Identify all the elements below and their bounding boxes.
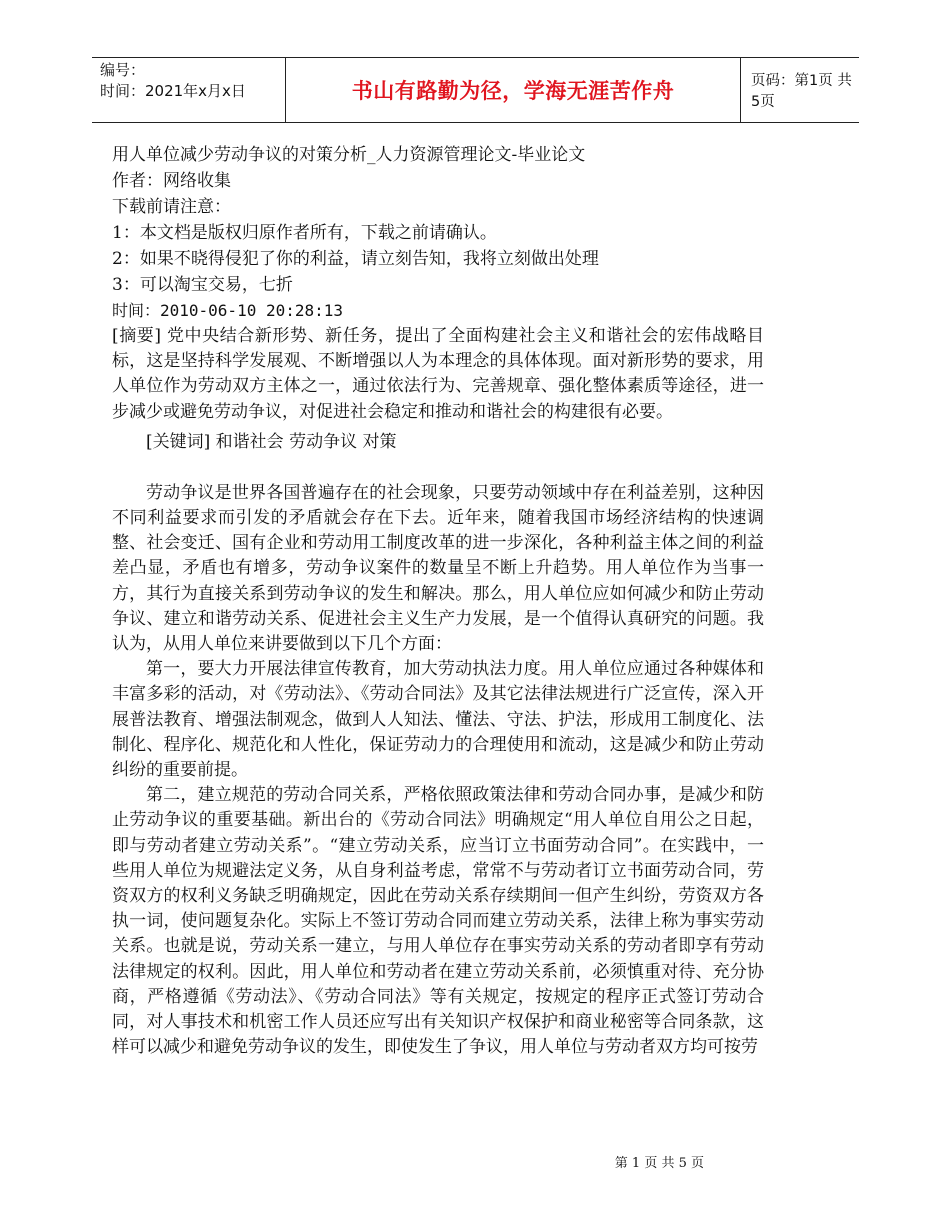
document-header [92,57,859,123]
header-info-cell [92,58,285,122]
notice-item: 2：如果不晓得侵犯了你的利益，请立刻告知，我将立刻做出处理 [112,249,599,269]
keywords-line: [关键词] 和谐社会 劳动争议 对策 [146,431,397,452]
notice-title: 下载前请注意： [112,197,231,217]
header-page-cell [741,58,859,122]
footer-page-number: 第 1 页 共 5 页 [614,1156,704,1171]
document-title: 用人单位减少劳动争议的对策分析_人力资源管理论文-毕业论文 [112,145,586,165]
time-line: 时间：2010-06-10 20:28:13 [112,301,344,320]
header-motto-cell [285,58,741,122]
body-paragraph: 劳动争议是世界各国普遍存在的社会现象，只要劳动领域中存在利益差别，这种因不同利益要求而引发的矛盾就会存在下去。近年来，随着我国市场经济结构的快速调整、社会变迁、国有企业和劳动用工制度改革的进一步深化，各种利益主体之间的利益差凸显，矛盾也有增多，劳动争议案件的数量呈不断上升趋势。用人单位作为当事一方，其行为直接关系到劳动争议的发生和解决。那么，用人单位应如何减少和防止劳动争议、建立和谐劳动关系、促进社会主义生产力发展，是一个值得认真研究的问题。我认为，从用人单位来讲要做到以下几个方面： [112,482,764,655]
page-label: 页码：第1页 共5页 [751,73,852,110]
author-line: 作者：网络收集 [112,171,231,191]
blank-line [112,455,764,481]
body-paragraph: 第一，要大力开展法律宣传教育，加大劳动执法力度。用人单位应通过各种媒体和丰富多彩的活动，对《劳动法》、《劳动合同法》及其它法律法规进行广泛宣传，深入开展普法教育、增强法制观念，做到人人知法、懂法、守法、护法，形成用工制度化、法制化、程序化、规范化和人性化，保证劳动力的合理使用和流动，这是减少和防止劳动纠纷的重要前提。 [112,659,764,781]
number-label: 编号： [100,61,146,79]
document-body [112,142,764,1060]
notice-item: 1：本文档是版权归原作者所有，下载之前请确认。 [112,223,497,243]
body-paragraph: 第二，建立规范的劳动合同关系，严格依照政策法律和劳动合同办事，是减少和防止劳动争议的重要基础。新出台的《劳动合同法》明确规定“用人单位自用公之日起，即与劳动者建立劳动关系”。“建立劳动关系，应当订立书面劳动合同”。在实践中，一些用人单位为规避法定义务，从自身利益考虑，常常不与劳动者订立书面劳动合同，劳资双方的权利义务缺乏明确规定，因此在劳动关系存续期间一但产生纠纷，劳资双方各执一词，使问题复杂化。实际上不签订劳动合同而建立劳动关系，法律上称为事实劳动关系。也就是说，劳动关系一建立，与用人单位存在事实劳动关系的劳动者即享有劳动法律规定的权利。因此，用人单位和劳动者在建立劳动关系前，必须慎重对待、充分协商，严格遵循《劳动法》、《劳动合同法》等有关规定，按规定的程序正式签订劳动合同，对人事技术和机密工作人员还应写出有关知识产权保护和商业秘密等合同条款，这样可以减少和避免劳动争议的发生，即使发生了争议，用人单位与劳动者双方均可按劳 [112,785,764,1058]
motto-text: 书山有路勤为径，学海无涯苦作舟 [351,78,675,103]
abstract-paragraph: [摘要] 党中央结合新形势、新任务，提出了全面构建社会主义和谐社会的宏伟战略目标，这是坚持科学发展观、不断增强以人为本理念的具体体现。面对新形势的要求，用人单位作为劳动双方主体之一，通过依法行为、完善规章、强化整体素质等途径，进一步减少或避免劳动争议，对促进社会稳定和推动和谐社会的构建很有必要。 [112,326,764,422]
date-label: 时间：2021年x月x日 [100,82,246,100]
notice-item: 3：可以淘宝交易，七折 [112,275,293,295]
